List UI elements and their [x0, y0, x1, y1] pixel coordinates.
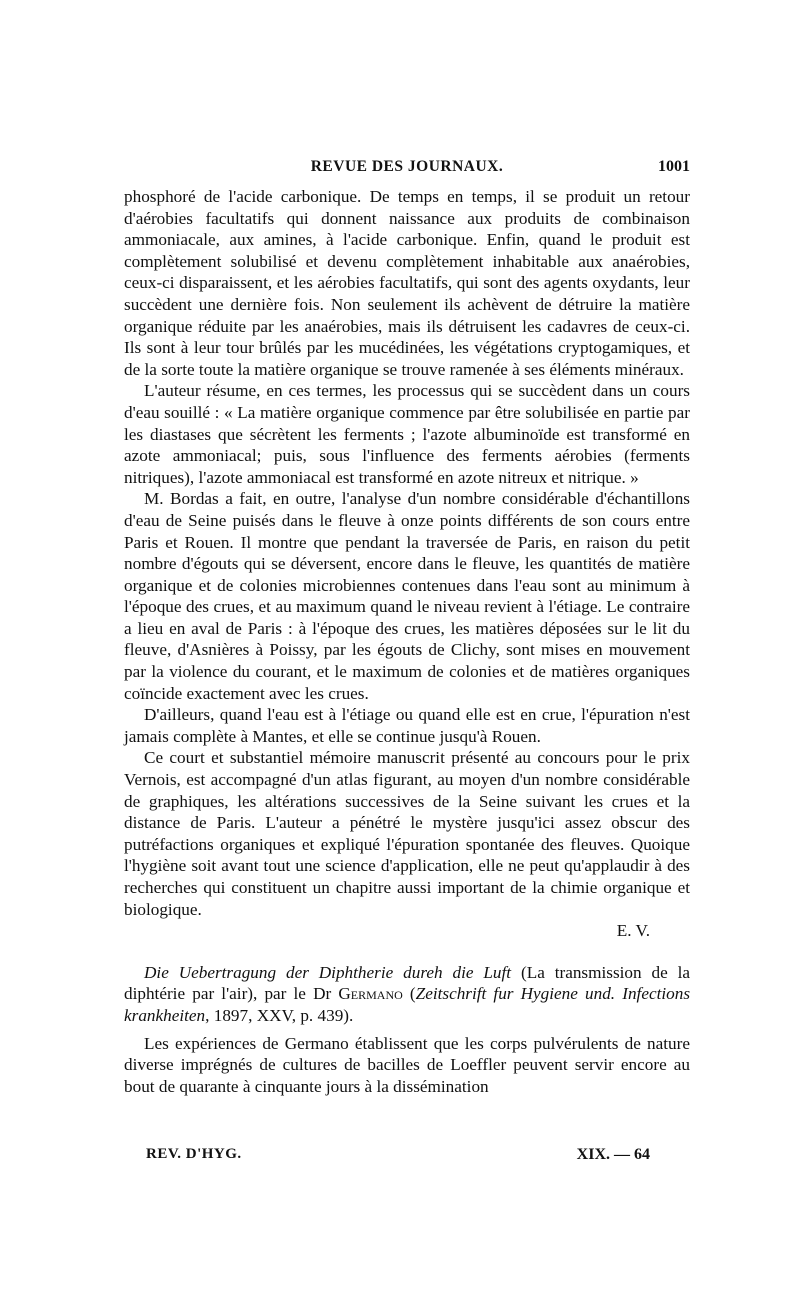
paragraph-germano-experiments: Les expériences de Germano établissent que les corps pulvérulents de nature diverse imprégnés de cultures de bacilles de Loeffler peuvent servir encore au bout de quarante à cinquante jours à la dissémination	[124, 1033, 690, 1096]
conclusion-text: Ce court et substantiel mémoire manuscrit présenté au concours pour le prix Vernois, est accompagné d'un atlas figurant, au moyen d'un nombre considérable de graphiques, les altérations successives de la Seine suivant les crues et la distance de Paris. L'auteur a pénétré le mystère jusqu'ici assez obscur des putréfactions organiques et expliqué l'épuration spontanée des fleuves. Quoique l'hygiène soit avant tout une science d'application, elle ne peut qu'applaudir à des recherches qui constituent un chapitre aussi important de la chimie organique et biologique.	[124, 748, 690, 919]
footer-journal: REV. D'HYG.	[146, 1146, 242, 1162]
article-title-translation: (La transmission de la diphtérie par l'air), par le	[124, 962, 690, 1004]
signature-line	[124, 920, 690, 942]
page-header	[124, 158, 690, 182]
footer-signature-mark: XIX. — 64	[576, 1146, 650, 1163]
paragraph-conclusion	[124, 747, 690, 920]
page-footer	[146, 1146, 650, 1172]
paragraph-mantes-rouen: D'ailleurs, quand l'eau est à l'étiage ou quand elle est en crue, l'épuration n'est jamais complète à Mantes, et elle se continue jusqu'à Rouen.	[124, 705, 690, 746]
page-body	[124, 186, 690, 1097]
article-heading: Die Uebertragung der Diphtherie dureh die Luft (La transmission de la diphtérie par l'air), par le Dr Germano (Zeitschrift fur Hygiene und. Infections krankheiten, 1897, XXV, p. 439).	[124, 962, 691, 1025]
journal-citation: , 1897, XXV, p. 439).	[205, 1005, 354, 1025]
paragraph-anaerobes: phosphoré de l'acide carbonique. De temps en temps, il se produit un retour d'aérobies facultatifs qui donnent naissance aux produits de combinaison ammoniacale, aux amines, à l'acide carbonique. Enfin, quand le produit est complètement solubilisé et devenu complètement inhabitable aux anaérobies, ceux-ci disparaissent, et les aérobies facultatifs, qui sont des agents oxydants, leur succèdent une dernière fois. Non seulement ils achèvent de détruire la matière organique réduite par les anaérobies, mais ils détruisent les cadavres de ceux-ci. Ils sont à leur tour brûlés par les mucédinées, les végétations cryptogamiques, et de la sorte toute la matière organique se trouve ramenée à ses éléments minéraux.	[124, 187, 690, 379]
running-head: REVUE DES JOURNAUX.	[310, 158, 504, 175]
author-prefix: Dr	[313, 984, 332, 1004]
paragraph-summary-quote: L'auteur résume, en ces termes, les processus qui se succèdent dans un cours d'eau souillé : « La matière organique commence par être solubilisée en partie par les diastases que sécrètent les ferments ; l'azote albuminoïde est transformé en azote ammoniacal; puis, sous l'influence des ferments aérobies (ferments nitriques), l'azote ammoniacal est transformé en azote nitreux et nitrique. »	[124, 381, 690, 487]
signature: E. V.	[616, 921, 650, 941]
journal-name: Zeitschrift fur Hygiene und. Infections krankheiten	[124, 984, 691, 1025]
article-author: Germano	[338, 984, 403, 1004]
page-number: 1001	[658, 158, 690, 175]
paragraph-bordas-analysis: M. Bordas a fait, en outre, l'analyse d'un nombre considérable d'échantillons d'eau de Seine puisés dans le fleuve à onze points différents de son cours entre Paris et Rouen. Il montre que pendant la traversée de Paris, en raison du petit nombre d'égouts qui se déversent, encore dans le fleuve, les quantités de matière organique et de colonies microbiennes contenues dans l'eau sont au minimum à l'époque des crues, et au maximum quand le niveau revient à l'étiage. Le contraire a lieu en aval de Paris : à l'époque des crues, les matières déposées sur le lit du fleuve, d'Asnières à Poissy, par les égouts de Clichy, sont mises en mouvement par la violence du courant, et le maximum de colonies et de matières organiques coïncide exactement avec les crues.	[124, 489, 690, 703]
article-title: Die Uebertragung der Diphtherie dureh die Luft	[144, 962, 512, 982]
